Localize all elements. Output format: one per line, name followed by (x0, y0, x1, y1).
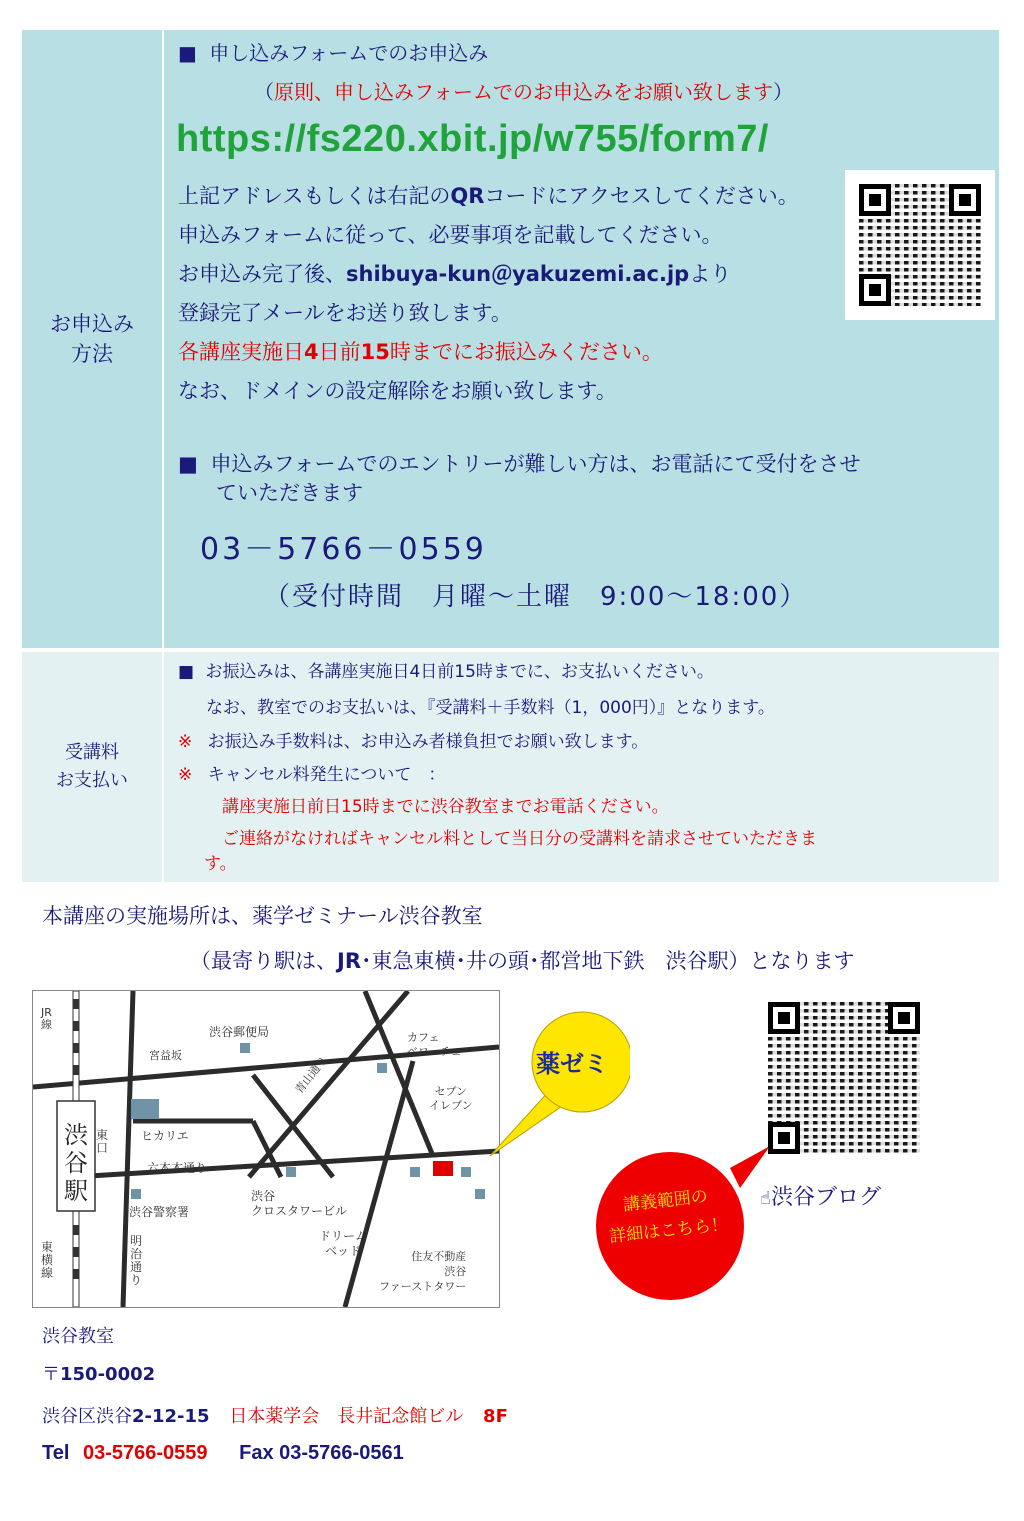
dream-bed-marker (410, 1167, 420, 1177)
apply-line-2: 申込みフォームに従って、必要事項を記載してください。 (178, 223, 723, 247)
qr-finder-icon (859, 274, 891, 306)
qr-finder-icon (949, 184, 981, 216)
map-label-aoyama: 青山通り (292, 1053, 330, 1097)
map-label-roppongi: 六本木通り (147, 1161, 208, 1175)
cross-tower-marker (286, 1167, 296, 1177)
map-label-station: 渋谷駅 (64, 1121, 88, 1205)
map-label-seven: セブン イレブン (429, 1085, 473, 1112)
application-form-url-link[interactable]: https://fs220.xbit.jp/w755/form7/ (176, 118, 769, 160)
yakuzemi-bubble-label: 薬ゼミ (536, 1050, 608, 1078)
footer-school: 渋谷教室 (42, 1326, 114, 1347)
payment-line-3: ※ お振込み手数料は、お申込み者様負担でお願い致します。 (178, 732, 649, 752)
qr-finder-icon (888, 1002, 920, 1034)
seven-marker (461, 1167, 471, 1177)
sumitomo-marker (475, 1189, 485, 1199)
map-label-post-office: 渋谷郵便局 (209, 1025, 270, 1039)
square-bullet-icon: ■ (178, 662, 195, 682)
footer-address: 渋谷区渋谷2-12-15 日本薬学会 長井記念館ビル 8F (42, 1406, 508, 1427)
apply-deadline-line: 各講座実施日4日前15時までにお振込みください。 (178, 340, 663, 364)
map-label-cafe: カフェ ベローチェ (407, 1031, 462, 1058)
map-label-police: 渋谷警察署 (129, 1205, 190, 1219)
venue-line-2: （最寄り駅は、JR･東急東横･井の頭･都営地下鉄 渋谷駅）となります (190, 949, 855, 973)
map-label-toyoko: 東横線 (41, 1240, 54, 1280)
qr-finder-icon (768, 1122, 800, 1154)
reference-mark-icon: ※ (178, 765, 193, 785)
footer-contact: Tel 03-5766-0559 Fax 03-5766-0561 (42, 1442, 404, 1464)
blog-burst-text[interactable]: 講義範囲の 詳細はこちら！ (608, 1186, 729, 1248)
map-label-hikarie: ヒカリエ (141, 1129, 189, 1143)
apply-heading: ■ 申し込みフォームでのお申込み (178, 41, 489, 65)
qr-finder-icon (768, 1002, 800, 1034)
hand-pointer-icon: ☝ (760, 1188, 771, 1209)
payment-line-5: 講座実施日前日15時までに渋谷教室までお電話ください。 (222, 797, 669, 817)
reference-mark-icon: ※ (178, 732, 193, 752)
qr-finder-icon (859, 184, 891, 216)
yakuzemi-location-marker (433, 1161, 453, 1176)
apply-line-3: お申込み完了後、shibuya-kun＠yakuzemi.ac.jpより (178, 262, 732, 286)
payment-line-6: ご連絡がなければキャンセル料として当日分の受講料を請求させていただきま (222, 829, 817, 849)
phone-heading: ■ 申込みフォームでのエントリーが難しい方は、お電話にて受付をさせ (178, 452, 861, 476)
payment-line-7: す。 (204, 854, 237, 874)
square-bullet-icon: ■ (178, 452, 198, 476)
apply-method-label (22, 30, 162, 648)
map-label-sumitomo: 住友不動産 渋谷 ファーストタワー (379, 1250, 467, 1293)
apply-line-1: 上記アドレスもしくは右記のQRコードにアクセスしてください。 (178, 184, 799, 208)
footer-postal: 〒150-0002 (42, 1364, 156, 1385)
hikarie-building (131, 1099, 159, 1119)
apply-line-4: 登録完了メールをお送り致します。 (178, 301, 512, 325)
footer-fax: 03-5766-0561 (279, 1442, 404, 1464)
blog-qr-code[interactable] (768, 1002, 920, 1154)
apply-label-line1: お申込み (50, 312, 134, 336)
footer-tel-link[interactable]: 03-5766-0559 (82, 1442, 208, 1464)
map-label-cross-tower: 渋谷 クロスタワービル (251, 1189, 348, 1218)
payment-line-4: ※ キャンセル料発生について ： (178, 765, 446, 785)
map-label-dream-bed: ドリーム ベッド (319, 1229, 368, 1258)
map-label-east-exit: 東口 (96, 1128, 109, 1155)
road-aoyama (249, 991, 408, 1177)
phone-number[interactable]: 03－5766－0559 (200, 532, 487, 567)
police-marker (131, 1189, 141, 1199)
map-label-meiji: 明治通り (130, 1234, 143, 1287)
map-label-jr: JR 線 (41, 1006, 52, 1031)
cafe-marker (377, 1063, 387, 1073)
road-cafe (365, 991, 433, 1156)
payment-line-1: ■ お振込みは、各講座実施日4日前15時までに、お支払いください。 (178, 662, 714, 682)
venue-line-1: 本講座の実施場所は、薬学ゼミナール渋谷教室 (42, 904, 483, 928)
access-map (32, 990, 500, 1308)
square-bullet-icon: ■ (178, 41, 197, 65)
reception-hours: （受付時間 月曜～土曜 9:00～18:00） (264, 582, 808, 612)
contact-email-link[interactable]: shibuya-kun＠yakuzemi.ac.jp (346, 262, 690, 286)
post-office-marker (240, 1043, 250, 1053)
apply-label-line2: 方法 (71, 342, 113, 366)
map-label-miyamasuzaka: 宮益坂 (149, 1049, 182, 1062)
application-qr-code[interactable] (845, 170, 995, 320)
payment-line-2: なお、教室でのお支払いは、『受講料＋手数料（1，000円）』となります。 (206, 698, 775, 718)
apply-line-6: なお、ドメインの設定解除をお願い致します。 (178, 379, 617, 403)
blog-link[interactable]: ☝渋谷ブログ (760, 1185, 881, 1210)
apply-note: （原則、申し込みフォームでのお申込みをお願い致します） (254, 80, 793, 104)
payment-label: 受講料 お支払い (22, 652, 162, 882)
phone-heading-cont: ていただきます (216, 481, 363, 505)
